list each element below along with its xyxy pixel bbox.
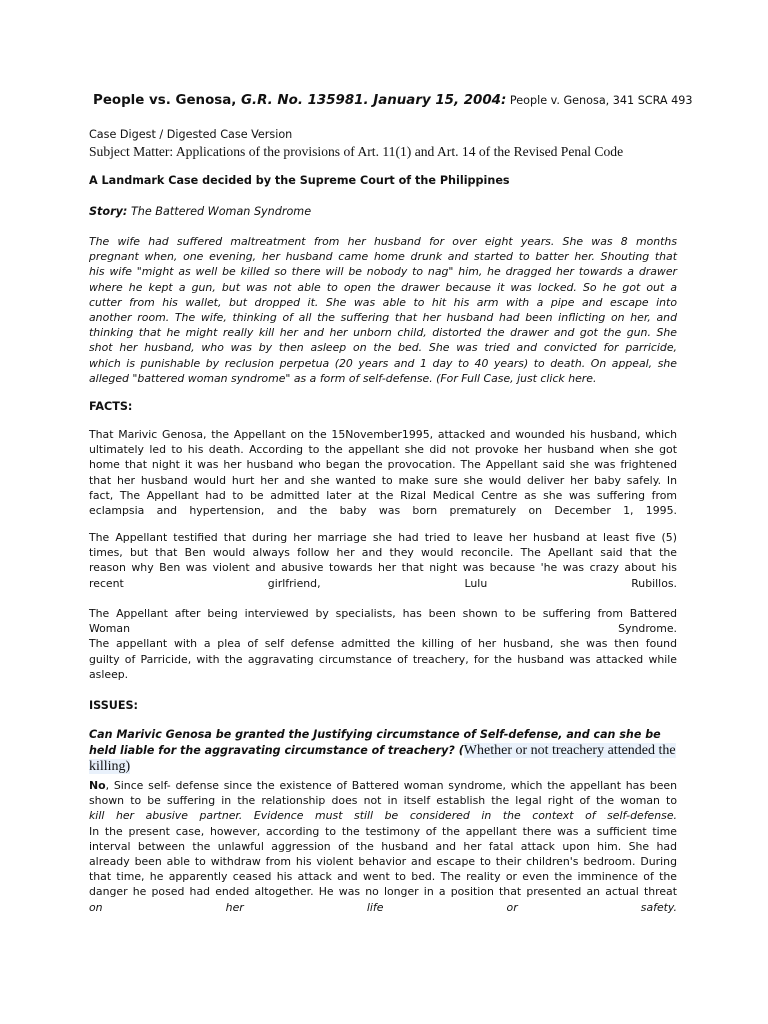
story-heading xyxy=(89,205,677,218)
facts-line: The Appellant testified that during her marriage she had tried to leave her husband at least five (5) xyxy=(89,531,677,544)
story-paragraph xyxy=(89,234,677,386)
facts-line: home that night it was her husband who began the provocation. The Appellant said she was frightened xyxy=(89,458,677,472)
issue-question-highlight: Whether or not treachery attended the killing) xyxy=(89,743,676,774)
story-line: where he kept a gun, but was not able to open the drawer because it was locked. So he got out a xyxy=(89,280,677,294)
story-line: which is punishable by reclusion perpetua (20 years and 1 day to 40 years) to death. On appeal, she xyxy=(89,356,677,370)
case-title xyxy=(93,93,693,108)
facts-line: The Appellant after being interviewed by specialists, has been shown to be suffering from Battered xyxy=(89,607,677,620)
story-line: thinking that he might really kill her and her unborn child, distorted the drawer and got the gun. She xyxy=(89,326,677,340)
title-separator: , xyxy=(231,93,242,108)
facts-line: times, but that Ben would always follow her and they would reconcile. The Apellant said that the xyxy=(89,546,677,560)
story-line: pregnant when, one evening, her husband came home drunk and started to batter her. Shouting that xyxy=(89,250,677,264)
facts-line: guilty of Parricide, with the aggravating circumstance of treachery, for the husband was attacked while xyxy=(89,652,677,666)
facts-line: ultimately led to his death. According to the appellant she did not provoke her husband when she got xyxy=(89,443,677,457)
facts-line: reason why Ben was violent and abusive towards her that night was because 'he was crazy about his xyxy=(89,561,677,575)
answer-line xyxy=(89,793,677,808)
answer-line: kill her abusive partner. Evidence must still be considered in the context of self-defense. xyxy=(89,809,677,823)
facts-line: Woman Syndrome. xyxy=(89,622,677,636)
subject-matter: Subject Matter: Applications of the provisions of Art. 11(1) and Art. 14 of the Revised Penal Code xyxy=(89,144,624,159)
landmark-line: A Landmark Case decided by the Supreme Court of the Philippines xyxy=(89,174,510,187)
facts-paragraph-1 xyxy=(89,427,677,518)
facts-heading: FACTS: xyxy=(89,400,133,413)
story-line: cutter from his wallet, but dropped it. She was able to hit his arm with a pipe and escape into xyxy=(89,295,677,309)
facts-line: eclampsia and hypertension, and the baby was born prematurely on December 1, 1995. xyxy=(89,503,677,517)
story-line: his wife "might as well be killed so there will be nobody to nag" him, he dragged her towards a drawer xyxy=(89,265,677,279)
facts-line: The appellant with a plea of self defense admitted the killing of her husband, she was then found xyxy=(89,637,677,651)
story-label: Story: xyxy=(89,205,128,218)
answer-line: on her life or safety. xyxy=(89,900,677,914)
story-title: The Battered Woman Syndrome xyxy=(127,205,312,218)
facts-paragraph-2 xyxy=(89,530,677,591)
facts-paragraph-3 xyxy=(89,606,677,682)
digest-label: Case Digest / Digested Case Version xyxy=(89,128,293,141)
answer-line: already been able to withdraw from his violent behavior and escape to their children's bedroom. During xyxy=(89,854,677,868)
facts-line: asleep. xyxy=(89,667,129,681)
issue-question-text: Can Marivic Genosa be granted the Justifying circumstance of Self-defense, and can she be held liable for the aggravating circumstance of treachery? ( xyxy=(89,728,661,757)
issues-heading: ISSUES: xyxy=(89,699,139,712)
case-citation: People v. Genosa, 341 SCRA 493 xyxy=(506,94,693,107)
answer-line: , Since self- defense since the existence of Battered woman syndrome, which the appellant has been xyxy=(105,779,677,792)
story-line: shot her husband, who was by then asleep on the bed. She was tried and convicted for parricide, xyxy=(89,341,677,355)
answer-paragraph xyxy=(89,778,677,915)
answer-line: interval between the unlawful aggression of the husband and her fatal attack upon him. She had xyxy=(89,839,677,853)
answer-line: In the present case, however, according to the testimony of the appellant there was a sufficient time xyxy=(89,824,677,838)
answer-line: that time, he apparently ceased his attack and went to bed. The reality or even the imminence of the xyxy=(89,870,677,884)
case-gr-number: G.R. No. 135981. January 15, 2004: xyxy=(241,93,507,108)
facts-line: That Marivic Genosa, the Appellant on the 15November1995, attacked and wounded his husband, which xyxy=(89,428,677,441)
answer-line: danger he posed had ended altogether. He was no longer in a position that presented an actual threat xyxy=(89,885,677,899)
story-line: The wife had suffered maltreatment from her husband for over eight years. She was 8 months xyxy=(89,235,677,248)
case-name: People vs. Genosa xyxy=(93,93,232,108)
answer-first-line xyxy=(89,778,677,793)
issue-question xyxy=(89,727,677,775)
story-line: alleged "battered woman syndrome" as a form of self-defense. (For Full Case, just click here. xyxy=(89,371,597,385)
facts-line: fact, The Appellant had to be admitted later at the Rizal Medical Centre as she was suffering from xyxy=(89,488,677,502)
facts-line: that her husband would hurt her and she wanted to make sure she would deliver her baby safely. In xyxy=(89,473,677,487)
answer-no: No xyxy=(89,779,106,792)
facts-line: recent girlfriend, Lulu Rubillos. xyxy=(89,576,677,590)
answer-line-text: shown to be suffering in the relationship does not in itself establish the legal right of the woman to xyxy=(89,794,677,808)
story-line: another room. The wife, thinking of all the suffering that her husband had been inflicting on her, and xyxy=(89,310,677,324)
